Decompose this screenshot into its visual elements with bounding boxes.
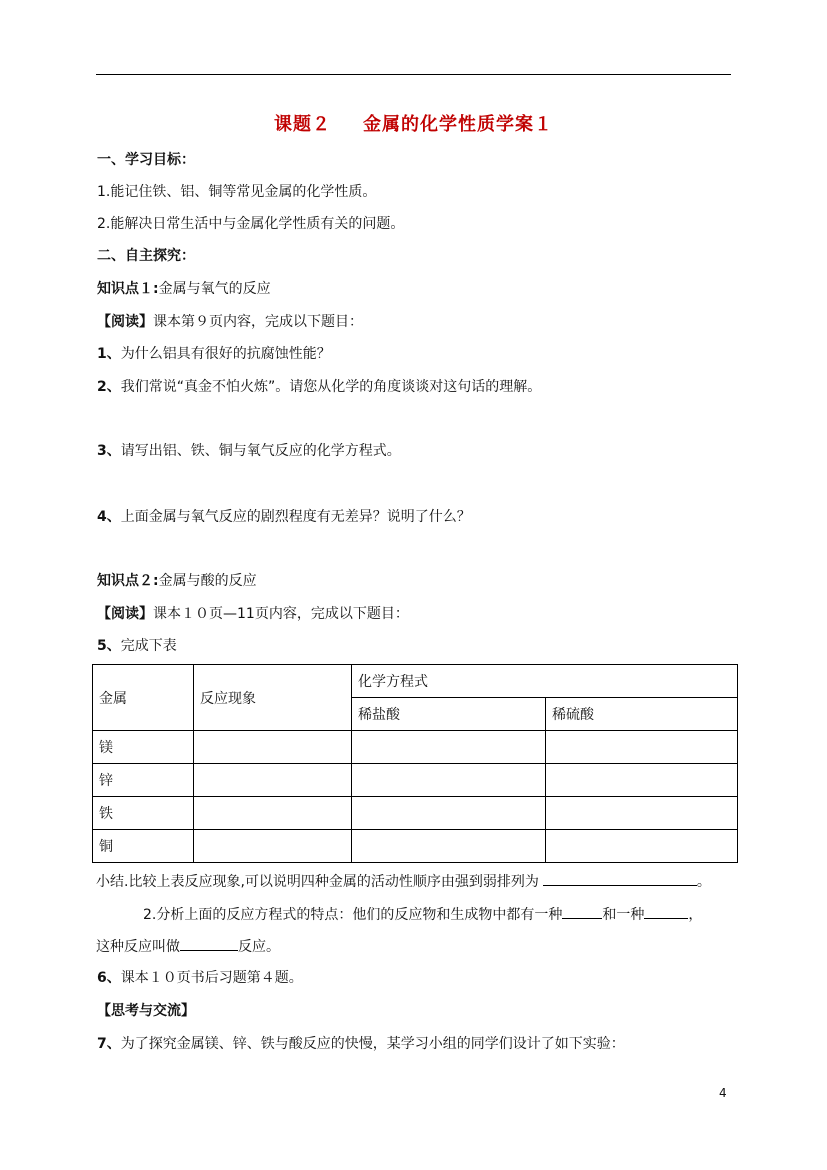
answer-cell[interactable] bbox=[194, 764, 352, 797]
q7-num: 7、 bbox=[97, 1036, 121, 1052]
q6-text: 课本１０页书后习题第４题。 bbox=[120, 970, 303, 986]
section2-heading: 二、自主探究： bbox=[97, 248, 195, 264]
reaction-table bbox=[92, 664, 738, 863]
reactant-type-blank-2[interactable] bbox=[644, 904, 688, 919]
kp1-text: 金属与氧气的反应 bbox=[158, 281, 271, 297]
page-title bbox=[0, 110, 827, 136]
read2-tag: 【阅读】 bbox=[97, 606, 153, 622]
q7-text: 为了探究金属镁、锌、铁与酸反应的快慢，某学习小组的同学们设计了如下实验： bbox=[120, 1036, 625, 1052]
answer-cell[interactable] bbox=[546, 797, 738, 830]
table-row bbox=[93, 830, 738, 863]
knowledge-point-2 bbox=[97, 571, 257, 591]
answer-cell[interactable] bbox=[352, 764, 546, 797]
think-and-discuss: 【思考与交流】 bbox=[97, 1003, 195, 1019]
question-3 bbox=[97, 441, 401, 461]
q5-text: 完成下表 bbox=[120, 638, 177, 654]
answer-cell[interactable] bbox=[194, 797, 352, 830]
reaction-type-blank[interactable] bbox=[180, 936, 238, 951]
summary2-b: 和一种 bbox=[602, 907, 645, 923]
q3-num: 3、 bbox=[97, 443, 121, 459]
metal-cell: 锌 bbox=[93, 764, 194, 797]
answer-cell[interactable] bbox=[546, 764, 738, 797]
answer-cell[interactable] bbox=[194, 731, 352, 764]
summary2-c: ， bbox=[688, 907, 703, 923]
header-rule bbox=[96, 74, 731, 75]
title-lesson: 课题２ bbox=[274, 114, 331, 135]
summary3-b: 反应。 bbox=[238, 939, 280, 955]
question-4 bbox=[97, 507, 471, 527]
table-row bbox=[93, 797, 738, 830]
reading-1 bbox=[97, 312, 363, 332]
question-5 bbox=[97, 636, 177, 656]
question-1 bbox=[97, 344, 331, 364]
answer-cell[interactable] bbox=[546, 830, 738, 863]
q2-num: 2、 bbox=[97, 379, 121, 395]
question-6 bbox=[97, 968, 303, 988]
activity-order-blank[interactable] bbox=[543, 871, 697, 886]
header-phenomenon: 反应现象 bbox=[194, 665, 352, 731]
q3-text: 请写出铝、铁、铜与氧气反应的化学方程式。 bbox=[120, 443, 401, 459]
kp1-label: 知识点１: bbox=[97, 281, 159, 297]
summary-1 bbox=[96, 871, 711, 892]
metal-cell: 镁 bbox=[93, 731, 194, 764]
header-hydrochloric-acid: 稀盐酸 bbox=[352, 698, 546, 731]
q2-text: 我们常说“真金不怕火炼”。请您从化学的角度谈谈对这句话的理解。 bbox=[120, 379, 542, 395]
reactant-type-blank-1[interactable] bbox=[562, 904, 602, 919]
summary1-prefix: 小结 bbox=[96, 874, 124, 890]
answer-cell[interactable] bbox=[546, 731, 738, 764]
metal-cell: 铜 bbox=[93, 830, 194, 863]
read2-text: 课本１０页—11页内容，完成以下题目： bbox=[153, 606, 409, 622]
summary3-a: 这种反应叫做 bbox=[96, 939, 180, 955]
knowledge-point-1 bbox=[97, 279, 271, 299]
metal-cell: 铁 bbox=[93, 797, 194, 830]
summary-2 bbox=[143, 904, 702, 925]
header-metal: 金属 bbox=[93, 665, 194, 731]
reading-2 bbox=[97, 604, 409, 624]
table-header-row bbox=[93, 665, 738, 698]
answer-cell[interactable] bbox=[352, 830, 546, 863]
title-topic: 金属的化学性质学案１ bbox=[363, 114, 553, 135]
q1-num: 1、 bbox=[97, 346, 121, 362]
read1-tag: 【阅读】 bbox=[97, 314, 153, 330]
answer-cell[interactable] bbox=[352, 731, 546, 764]
summary1-end: 。 bbox=[696, 874, 711, 890]
q6-num: 6、 bbox=[97, 970, 121, 986]
header-sulfuric-acid: 稀硫酸 bbox=[546, 698, 738, 731]
question-7 bbox=[97, 1034, 625, 1054]
q4-text: 上面金属与氧气反应的剧烈程度有无差异？说明了什么？ bbox=[120, 509, 471, 525]
summary1-text: .比较上表反应现象,可以说明四种金属的活动性顺序由强到弱排列为 bbox=[124, 874, 539, 890]
summary2-a: 2.分析上面的反应方程式的特点：他们的反应物和生成物中都有一种 bbox=[143, 907, 563, 923]
answer-cell[interactable] bbox=[352, 797, 546, 830]
answer-cell[interactable] bbox=[194, 830, 352, 863]
question-2 bbox=[97, 377, 541, 397]
q4-num: 4、 bbox=[97, 509, 121, 525]
section1-heading: 一、学习目标： bbox=[97, 152, 195, 168]
kp2-text: 金属与酸的反应 bbox=[158, 573, 257, 589]
read1-text: 课本第９页内容，完成以下题目： bbox=[153, 314, 363, 330]
objective-1: 1.能记住铁、铝、铜等常见金属的化学性质。 bbox=[97, 184, 377, 200]
summary-3 bbox=[96, 936, 280, 957]
kp2-label: 知识点２: bbox=[97, 573, 159, 589]
page-number: 4 bbox=[719, 1086, 727, 1100]
objective-2: 2.能解决日常生活中与金属化学性质有关的问题。 bbox=[97, 216, 405, 232]
header-equation: 化学方程式 bbox=[352, 665, 738, 698]
table-row bbox=[93, 764, 738, 797]
table-row bbox=[93, 731, 738, 764]
q1-text: 为什么铝具有很好的抗腐蚀性能？ bbox=[120, 346, 331, 362]
q5-num: 5、 bbox=[97, 638, 121, 654]
